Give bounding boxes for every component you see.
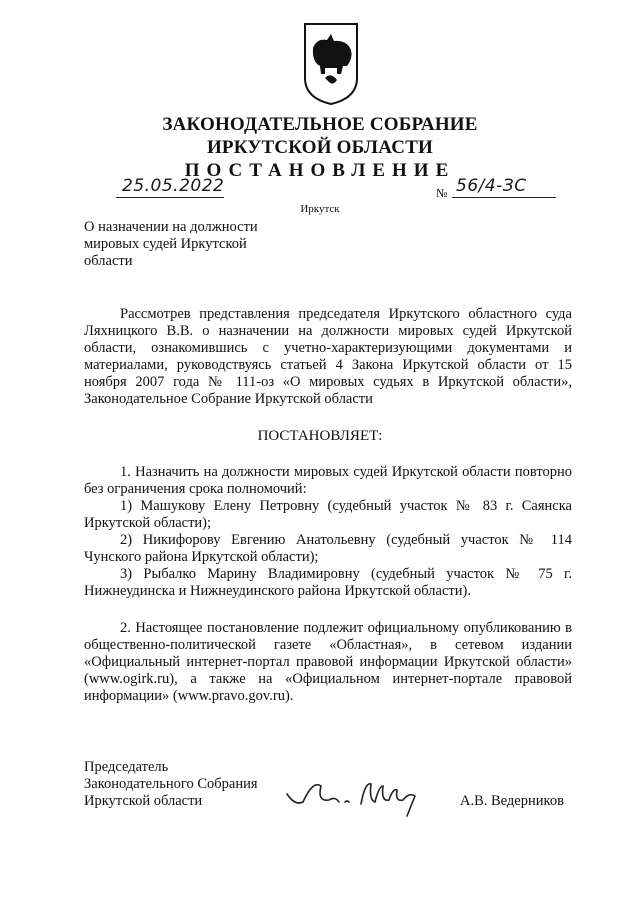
- signatory-title-line: Председатель: [84, 759, 169, 775]
- signatory-title-line: Законодательного Собрания: [84, 776, 258, 792]
- decree-word: ПОСТАНОВЛЯЕТ:: [257, 428, 383, 444]
- document-date: 25.05.2022: [122, 176, 225, 196]
- decree-item: 1. Назначить на должности мировых судей Иркутской области повторно без ограничения срока полномочий:: [84, 464, 572, 497]
- decree-item: 1) Машукову Елену Петровну (судебный участок № 83 г. Саянска Иркутской области);: [84, 498, 572, 531]
- signatory-name: А.В. Ведерников: [460, 793, 564, 809]
- document-type: ПОСТАНОВЛЕНИЕ: [184, 160, 456, 181]
- decree-item: 3) Рыбалко Марину Владимировну (судебный участок № 75 г. Нижнеудинска и Нижнеудинского района Иркутской области).: [84, 566, 572, 599]
- subject-line: О назначении на должности: [84, 219, 258, 235]
- number-underline: [452, 197, 556, 198]
- signatory-title: [84, 759, 258, 810]
- number-sign: №: [436, 186, 448, 200]
- subject-line: мировых судей Иркутской: [84, 236, 247, 252]
- publication-paragraph: [84, 620, 572, 705]
- city: Иркутск: [300, 203, 340, 215]
- decree-items: [84, 464, 572, 600]
- intro-text: Рассмотрев представления председателя Иркутского областного суда Ляхницкого В.В. о назначении на должности мировых судей Иркутской области, ознакомившись с учетно-характеризующими документами и материалами, руководствуясь статьей 4 Закона Иркутской области от 15 ноября 2007 года № 111-оз «О мировых судьях в Иркутской области», Законодательное Собрание Иркутской области: [84, 306, 572, 407]
- intro-paragraph: [84, 306, 572, 408]
- irkutsk-coat-of-arms-icon: [303, 22, 359, 106]
- document-number: 56/4-ЗС: [456, 176, 527, 196]
- organization-name-line1: ЗАКОНОДАТЕЛЬНОЕ СОБРАНИЕ: [162, 114, 478, 135]
- decree-item: 2) Никифорову Евгению Анатольевну (судебный участок № 114 Чунского района Иркутской области);: [84, 532, 572, 565]
- handwritten-signature-icon: [283, 772, 433, 818]
- subject-line: области: [84, 253, 133, 269]
- publication-text: 2. Настоящее постановление подлежит официальному опубликованию в общественно-политической газете «Областная», в сетевом издании «Официальный интернет-портал правовой информации Иркутской области» (www.ogirk.ru), а также на «Официальном интернет-портале правовой информации» (www.pravo.gov.ru).: [84, 620, 572, 704]
- organization-name-line2: ИРКУТСКОЙ ОБЛАСТИ: [206, 137, 434, 158]
- document-subject: [84, 219, 284, 270]
- signatory-title-line: Иркутской области: [84, 793, 203, 809]
- date-underline: [116, 197, 224, 198]
